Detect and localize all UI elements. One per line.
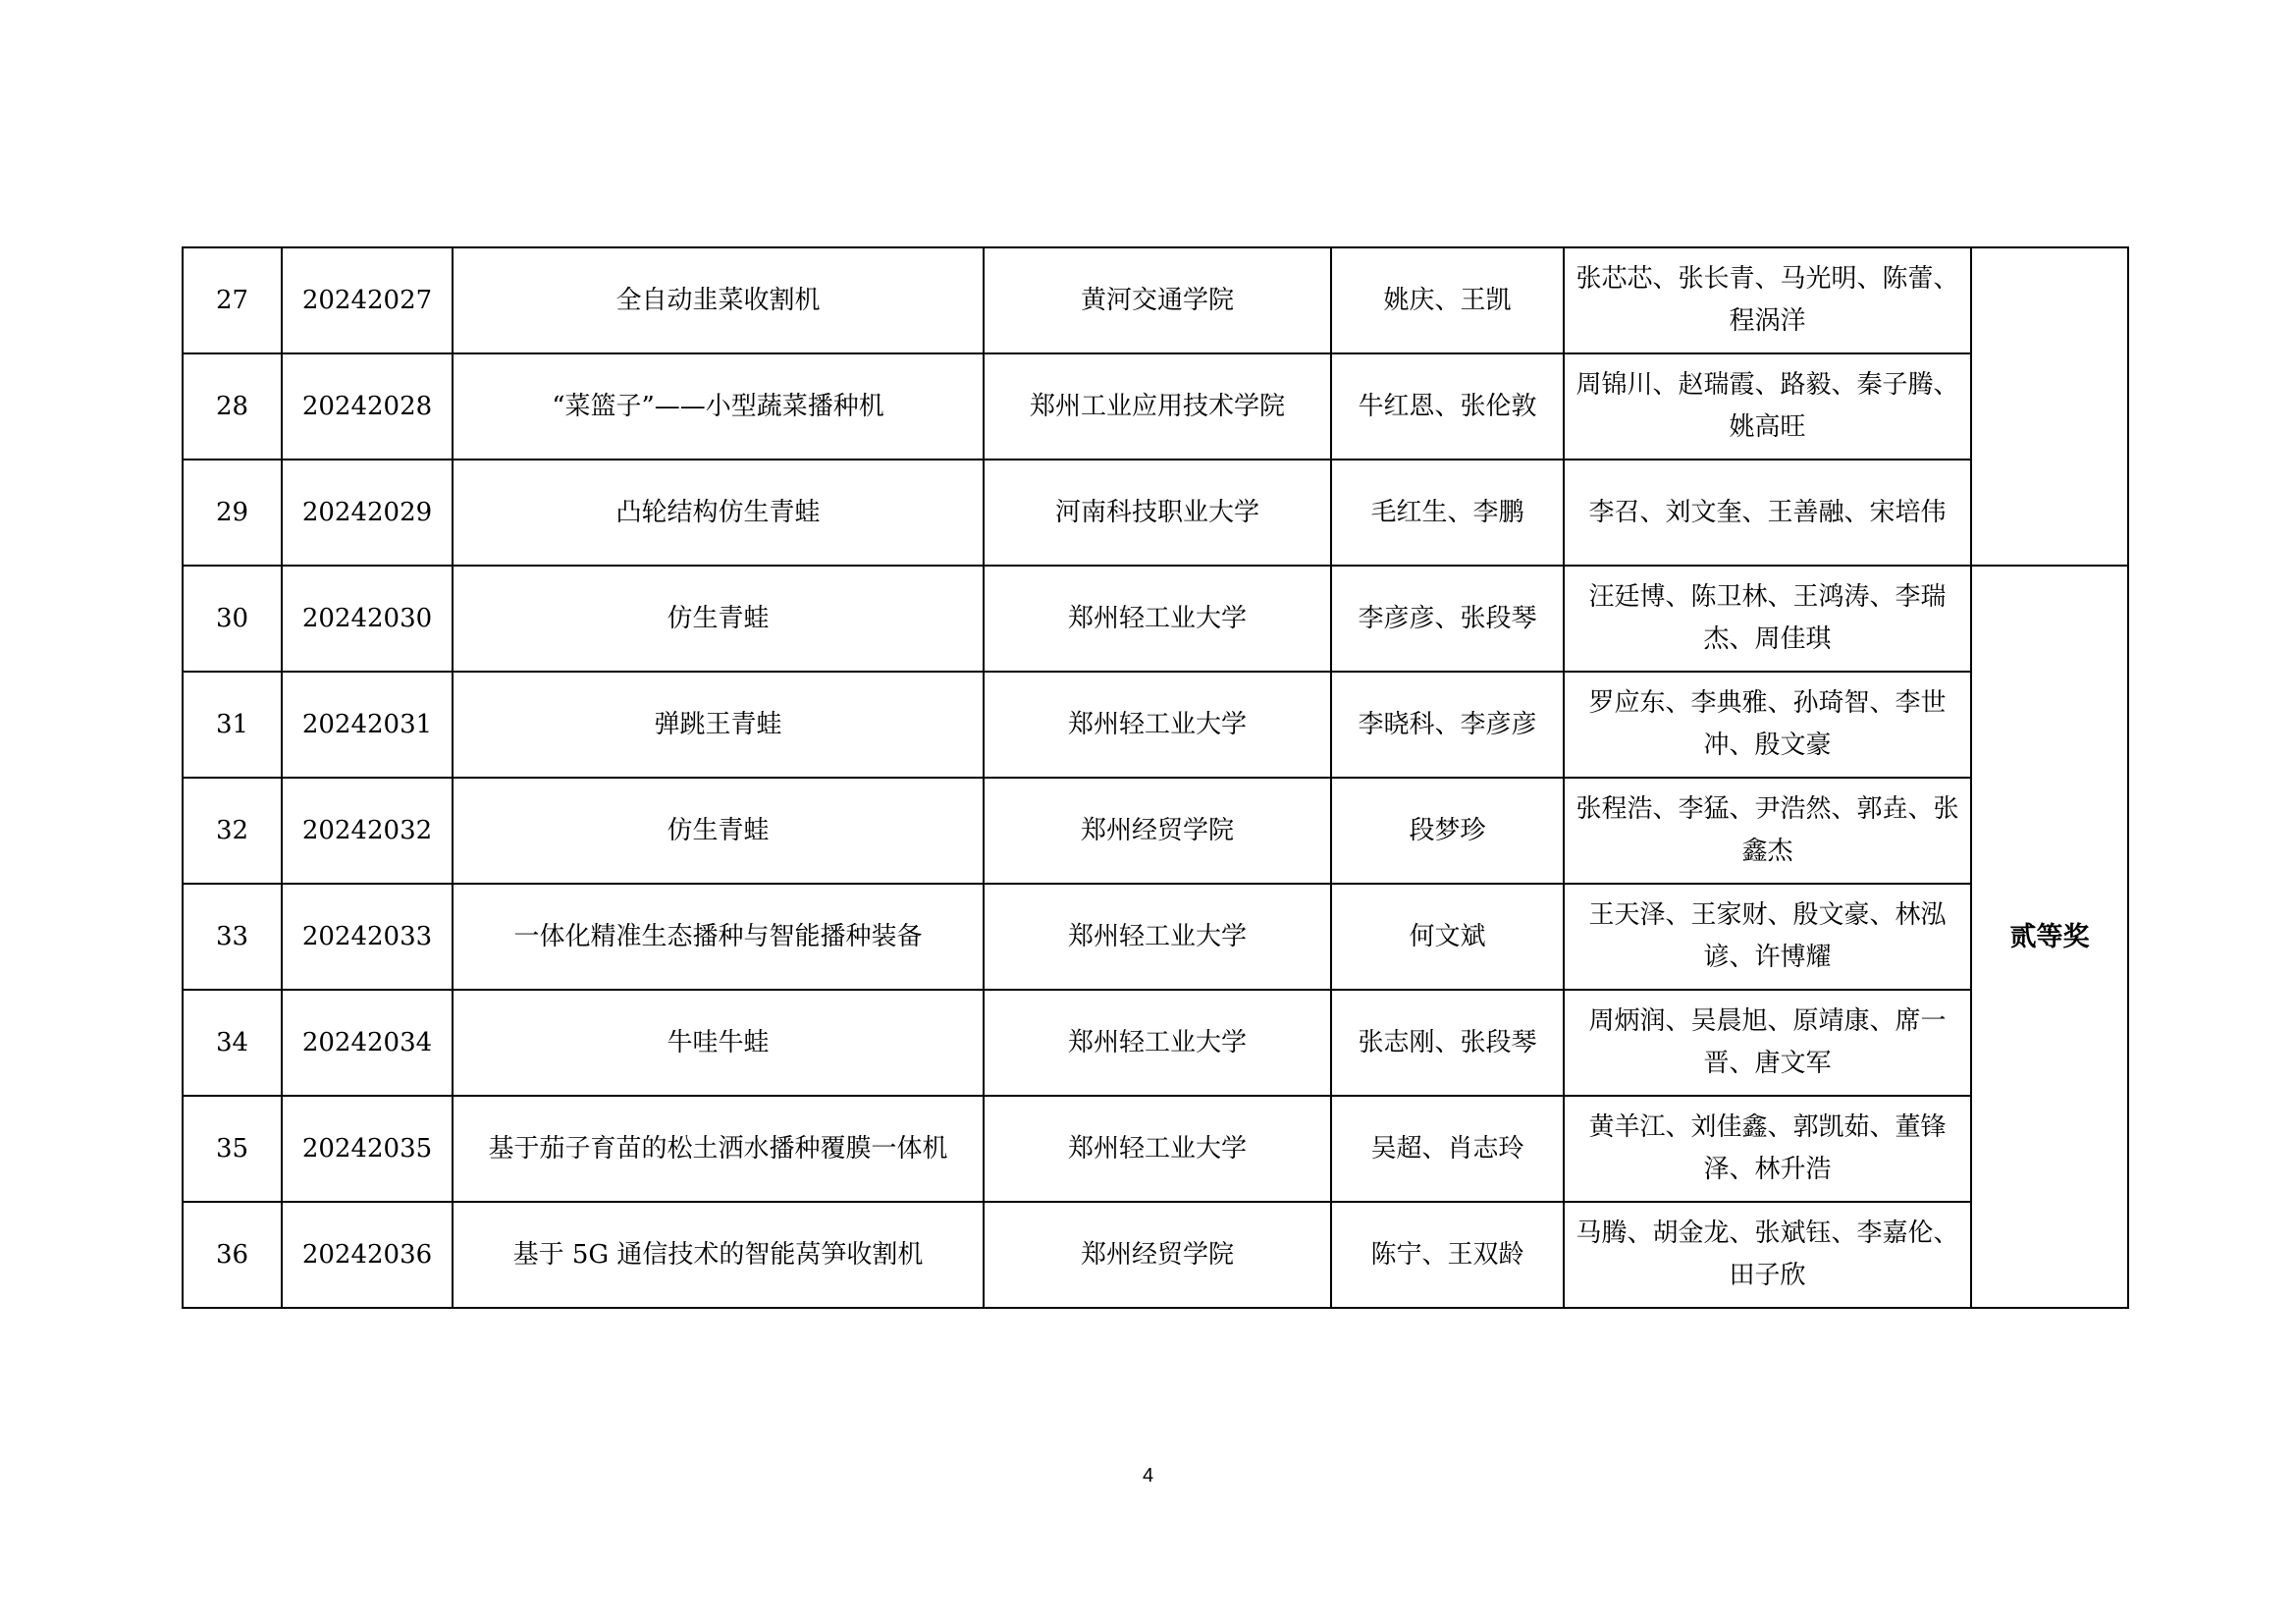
advisor-names-cell: 李彦彦、张段琴 [1331, 566, 1564, 672]
table-row [183, 566, 2128, 672]
student-names-cell: 罗应东、李典雅、孙琦智、李世冲、殷文豪 [1564, 672, 1971, 778]
entry-id-cell: 20242029 [282, 460, 453, 566]
student-names-cell: 马腾、胡金龙、张斌钰、李嘉伦、田子欣 [1564, 1202, 1971, 1308]
row-number-cell: 27 [183, 247, 282, 353]
row-number-cell: 28 [183, 353, 282, 460]
table-row [183, 672, 2128, 778]
project-name-cell: 全自动韭菜收割机 [453, 247, 984, 353]
row-number-cell: 31 [183, 672, 282, 778]
student-names-cell: 李召、刘文奎、王善融、宋培伟 [1564, 460, 1971, 566]
entry-id-cell: 20242028 [282, 353, 453, 460]
entry-id-cell: 20242031 [282, 672, 453, 778]
project-name-cell: 牛哇牛蛙 [453, 990, 984, 1096]
table-row [183, 460, 2128, 566]
row-number-cell: 33 [183, 884, 282, 990]
school-name-cell: 郑州轻工业大学 [984, 884, 1331, 990]
row-number-cell: 29 [183, 460, 282, 566]
advisor-names-cell: 姚庆、王凯 [1331, 247, 1564, 353]
entry-id-cell: 20242034 [282, 990, 453, 1096]
project-name-cell: 仿生青蛙 [453, 778, 984, 884]
advisor-names-cell: 陈宁、王双龄 [1331, 1202, 1564, 1308]
student-names-cell: 黄羊江、刘佳鑫、郭凯茹、董锋泽、林升浩 [1564, 1096, 1971, 1202]
table-row [183, 1202, 2128, 1308]
school-name-cell: 郑州工业应用技术学院 [984, 353, 1331, 460]
project-name-cell: 仿生青蛙 [453, 566, 984, 672]
entry-id-cell: 20242027 [282, 247, 453, 353]
award-table-body [183, 247, 2128, 1308]
award-level-cell: 贰等奖 [1971, 566, 2128, 1308]
table-row [183, 353, 2128, 460]
award-table [182, 246, 2129, 1309]
student-names-cell: 张程浩、李猛、尹浩然、郭垚、张鑫杰 [1564, 778, 1971, 884]
advisor-names-cell: 牛红恩、张伦敦 [1331, 353, 1564, 460]
row-number-cell: 35 [183, 1096, 282, 1202]
project-name-cell: 基于茄子育苗的松土洒水播种覆膜一体机 [453, 1096, 984, 1202]
table-row [183, 778, 2128, 884]
project-name-cell: 弹跳王青蛙 [453, 672, 984, 778]
student-names-cell: 周炳润、吴晨旭、原靖康、席一晋、唐文军 [1564, 990, 1971, 1096]
table-row [183, 1096, 2128, 1202]
entry-id-cell: 20242035 [282, 1096, 453, 1202]
school-name-cell: 黄河交通学院 [984, 247, 1331, 353]
entry-id-cell: 20242030 [282, 566, 453, 672]
advisor-names-cell: 张志刚、张段琴 [1331, 990, 1564, 1096]
school-name-cell: 河南科技职业大学 [984, 460, 1331, 566]
project-name-cell: 基于 5G 通信技术的智能莴笋收割机 [453, 1202, 984, 1308]
school-name-cell: 郑州轻工业大学 [984, 1096, 1331, 1202]
student-names-cell: 王天泽、王家财、殷文豪、林泓谚、许博耀 [1564, 884, 1971, 990]
project-name-cell: “菜篮子”——小型蔬菜播种机 [453, 353, 984, 460]
row-number-cell: 34 [183, 990, 282, 1096]
entry-id-cell: 20242036 [282, 1202, 453, 1308]
table-row [183, 990, 2128, 1096]
student-names-cell: 周锦川、赵瑞霞、路毅、秦子腾、姚高旺 [1564, 353, 1971, 460]
table-row [183, 247, 2128, 353]
school-name-cell: 郑州经贸学院 [984, 778, 1331, 884]
student-names-cell: 张芯芯、张长青、马光明、陈蕾、程涡洋 [1564, 247, 1971, 353]
entry-id-cell: 20242033 [282, 884, 453, 990]
advisor-names-cell: 段梦珍 [1331, 778, 1564, 884]
table-row [183, 884, 2128, 990]
school-name-cell: 郑州轻工业大学 [984, 566, 1331, 672]
row-number-cell: 30 [183, 566, 282, 672]
project-name-cell: 一体化精准生态播种与智能播种装备 [453, 884, 984, 990]
entry-id-cell: 20242032 [282, 778, 453, 884]
page-number: 4 [1142, 1465, 1154, 1487]
student-names-cell: 汪廷博、陈卫林、王鸿涛、李瑞杰、周佳琪 [1564, 566, 1971, 672]
row-number-cell: 36 [183, 1202, 282, 1308]
advisor-names-cell: 何文斌 [1331, 884, 1564, 990]
row-number-cell: 32 [183, 778, 282, 884]
advisor-names-cell: 吴超、肖志玲 [1331, 1096, 1564, 1202]
school-name-cell: 郑州轻工业大学 [984, 672, 1331, 778]
award-cell-blank [1971, 247, 2128, 566]
school-name-cell: 郑州经贸学院 [984, 1202, 1331, 1308]
project-name-cell: 凸轮结构仿生青蛙 [453, 460, 984, 566]
advisor-names-cell: 李晓科、李彦彦 [1331, 672, 1564, 778]
advisor-names-cell: 毛红生、李鹏 [1331, 460, 1564, 566]
school-name-cell: 郑州轻工业大学 [984, 990, 1331, 1096]
